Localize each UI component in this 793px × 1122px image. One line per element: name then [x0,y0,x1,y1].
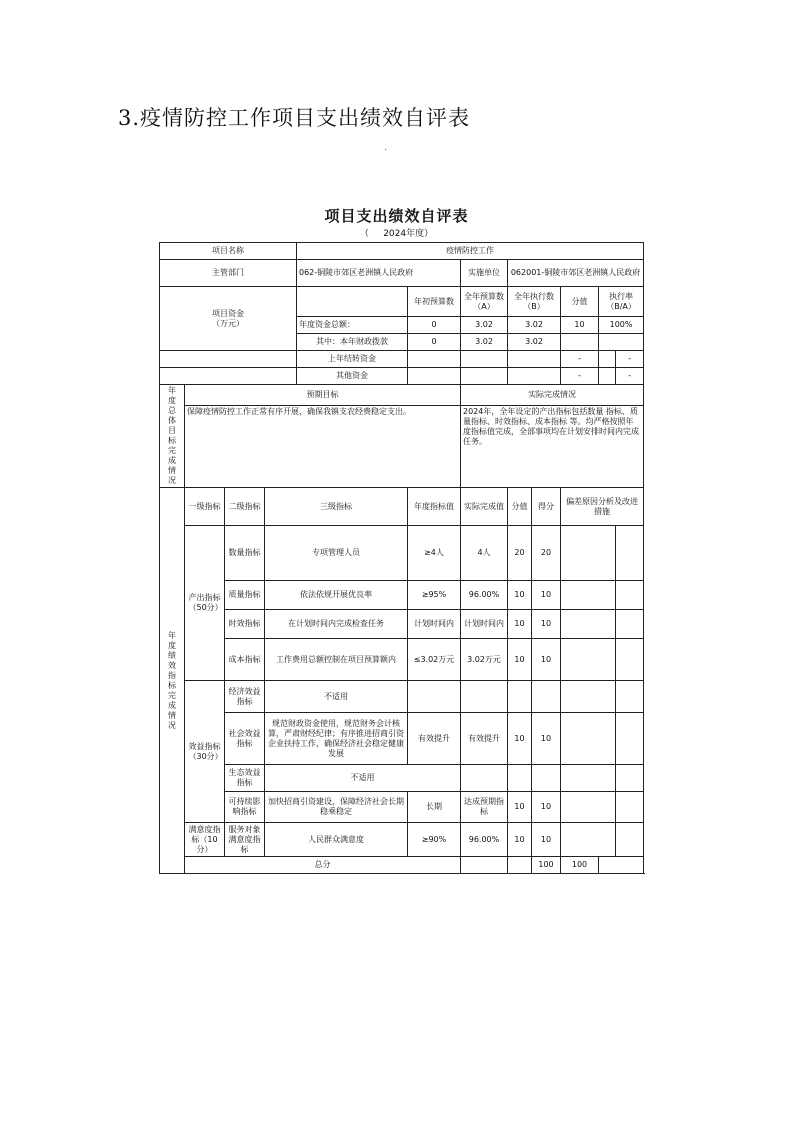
perf-actual: 计划时间内 [461,610,508,639]
perf-note [561,610,616,639]
total-weight: 100 [532,857,561,874]
goals-header-row [160,385,644,406]
perf-weight: 20 [508,526,532,581]
perf-note-2 [616,581,644,610]
perf-l2: 质量指标 [225,581,265,610]
perf-header-l3: 三级指标 [265,488,408,526]
perf-target: 有效提升 [408,713,461,765]
funds-row-name: 其中：本年财政拨款 [297,334,408,351]
perf-actual: 达成预期指标 [461,792,508,823]
funds-row-name: 上年结转资金 [297,351,408,368]
perf-l3: 专项管理人员 [265,526,408,581]
perf-score: 10 [532,610,561,639]
goals-actual-text: 2024年，全年设定的产出指标包括数量 指标、质量指标、时效指标、成本指标 等。均严格按照年度指标值完成，全部事项均在计划安排时间内完成任务。 [461,406,644,488]
funds-row-annual: 3.02 [461,317,508,334]
perf-row [160,765,644,792]
funds-header-exec: 全年执行数（B） [508,287,561,317]
perf-label: 年度绩效指标完成情况 [160,488,185,874]
funds-row-rate [599,334,644,351]
perf-note-2 [616,765,644,792]
perf-actual: 4人 [461,526,508,581]
funds-row-weight: 10 [561,317,599,334]
total-target-blank [461,857,508,874]
perf-header-note: 偏差原因分析及改进措施 [561,488,644,526]
funds-row-score: - [616,351,644,368]
funds-row-init [408,368,461,385]
perf-header-l2: 二级指标 [225,488,265,526]
perf-l2: 生态效益指标 [225,765,265,792]
perf-target: ≥95% [408,581,461,610]
perf-actual: 96.00% [461,581,508,610]
sat-group-label: 满意度指标（10分） [185,823,225,857]
goals-expected-header: 预期目标 [185,385,461,406]
funds-row-name: 年度资金总额： [297,317,408,334]
form-title: 项目支出绩效自评表 [324,207,469,225]
perf-weight: 10 [508,823,532,857]
page-heading: 3.疫情防控工作项目支出绩效自评表 [118,106,471,130]
department-row [160,260,644,287]
funds-row-rate [599,368,616,385]
funds-row [160,368,644,385]
total-actual-blank [508,857,532,874]
total-label: 总分 [185,857,461,874]
evaluation-table [159,242,644,874]
perf-target: ≥4人 [408,526,461,581]
perf-l2: 数量指标 [225,526,265,581]
funds-header-blank [297,287,408,317]
goals-expected-text: 保障疫情防控工作正常有序开展，确保我镇支农经费稳定支出。 [185,406,461,488]
perf-note [561,681,616,713]
perf-note-2 [616,713,644,765]
funds-row-annual [461,351,508,368]
perf-score [532,765,561,792]
funds-label-spacer [160,368,297,385]
perf-l2: 可持续影响指标 [225,792,265,823]
perf-row [160,681,644,713]
funds-row [160,351,644,368]
funds-row-exec [508,368,561,385]
perf-row [160,526,644,581]
total-score: 100 [561,857,599,874]
perf-l3: 人民群众满意度 [265,823,408,857]
funds-row-name: 其他资金 [297,368,408,385]
perf-row [160,610,644,639]
perf-row [160,792,644,823]
funds-row-rate: 100% [599,317,644,334]
perf-score: 10 [532,639,561,681]
dept-value: 062-铜陵市郊区老洲镇人民政府 [297,260,461,287]
scan-dot: · [384,145,388,156]
perf-score: 10 [532,823,561,857]
perf-l3: 依法依规开展优良率 [265,581,408,610]
total-note [599,857,644,874]
funds-row-init [408,351,461,368]
perf-weight: 10 [508,610,532,639]
funds-header-annual: 全年预算数（A） [461,287,508,317]
perf-note-2 [616,823,644,857]
funds-row-exec [508,351,561,368]
perf-l3: 规范财政资金使用，规范财务会计核算，严肃财经纪律；有序推进招商引资企业扶持工作，确保经济社会稳定健康发展 [265,713,408,765]
perf-note-2 [616,639,644,681]
form-year [0,226,793,239]
funds-row-exec: 3.02 [508,334,561,351]
perf-note [561,526,616,581]
funds-label-spacer [160,351,297,368]
perf-row [160,713,644,765]
perf-l2: 时效指标 [225,610,265,639]
funds-row-weight: - [561,351,599,368]
output-group-label: 产出指标（50分） [185,526,225,681]
perf-actual: 有效提升 [461,713,508,765]
perf-weight: 10 [508,713,532,765]
perf-note [561,792,616,823]
funds-row-weight [561,334,599,351]
year-value: 2024年度） [383,229,434,239]
goals-content-row [160,406,644,488]
perf-l3: 不适用 [265,681,408,713]
perf-l3: 在计划时间内完成检查任务 [265,610,408,639]
perf-target [408,681,461,713]
perf-target: 计划时间内 [408,610,461,639]
perf-target: 长期 [408,792,461,823]
perf-note-2 [616,610,644,639]
funds-row-annual: 3.02 [461,334,508,351]
perf-score: 10 [532,713,561,765]
perf-row [160,639,644,681]
perf-l2: 经济效益指标 [225,681,265,713]
perf-header-score: 得分 [532,488,561,526]
funds-header-weight: 分值 [561,287,599,317]
perf-weight: 10 [508,581,532,610]
perf-header-actual: 实际完成值 [461,488,508,526]
unit-value: 062001-铜陵市郊区老洲镇人民政府 [508,260,644,287]
total-row [160,857,644,874]
perf-row [160,823,644,857]
perf-weight [508,765,532,792]
year-open-paren: （ [359,229,369,239]
perf-row [160,581,644,610]
perf-score [532,681,561,713]
funds-label: 项目资金 （万元） [160,287,297,351]
project-name-row [160,243,644,260]
perf-note-2 [616,681,644,713]
project-name-label: 项目名称 [160,243,297,260]
perf-note [561,639,616,681]
funds-row-rate [599,351,616,368]
perf-l2: 服务对象满意度指标 [225,823,265,857]
perf-l2: 社会效益指标 [225,713,265,765]
funds-row-init: 0 [408,317,461,334]
effect-group-label: 效益指标（30分） [185,681,225,823]
perf-header-l1: 一级指标 [185,488,225,526]
perf-note-2 [616,526,644,581]
project-name-value: 疫情防控工作 [297,243,644,260]
funds-row-exec: 3.02 [508,317,561,334]
perf-target: ≥90% [408,823,461,857]
perf-weight: 10 [508,639,532,681]
perf-actual [461,765,508,792]
funds-header-rate: 执行率（B/A） [599,287,644,317]
perf-note [561,765,616,792]
perf-score: 10 [532,792,561,823]
perf-header-weight: 分值 [508,488,532,526]
perf-note [561,713,616,765]
perf-score: 10 [532,581,561,610]
perf-target: ≤3.02万元 [408,639,461,681]
perf-note [561,823,616,857]
funds-header-row [160,287,644,317]
perf-header-row [160,488,644,526]
perf-note-2 [616,792,644,823]
perf-header-target: 年度指标值 [408,488,461,526]
perf-score: 20 [532,526,561,581]
perf-actual: 3.02万元 [461,639,508,681]
perf-note [561,581,616,610]
perf-actual: 96.00% [461,823,508,857]
perf-l2: 成本指标 [225,639,265,681]
perf-l3: 加快招商引资建设，保障经济社会长期稳乘稳定 [265,792,408,823]
funds-row-init: 0 [408,334,461,351]
goals-label: 年度总体目标完成情况 [160,385,185,488]
goals-actual-header: 实际完成情况 [461,385,644,406]
funds-row-weight: - [561,368,599,385]
perf-l3: 不适用 [265,765,461,792]
funds-header-init: 年初预算数 [408,287,461,317]
perf-weight [508,681,532,713]
perf-actual [461,681,508,713]
funds-row-annual [461,368,508,385]
dept-label: 主管部门 [160,260,297,287]
perf-weight: 10 [508,792,532,823]
funds-row-score: - [616,368,644,385]
unit-label: 实施单位 [461,260,508,287]
perf-l3: 工作费用总额控制在项目预算额内 [265,639,408,681]
